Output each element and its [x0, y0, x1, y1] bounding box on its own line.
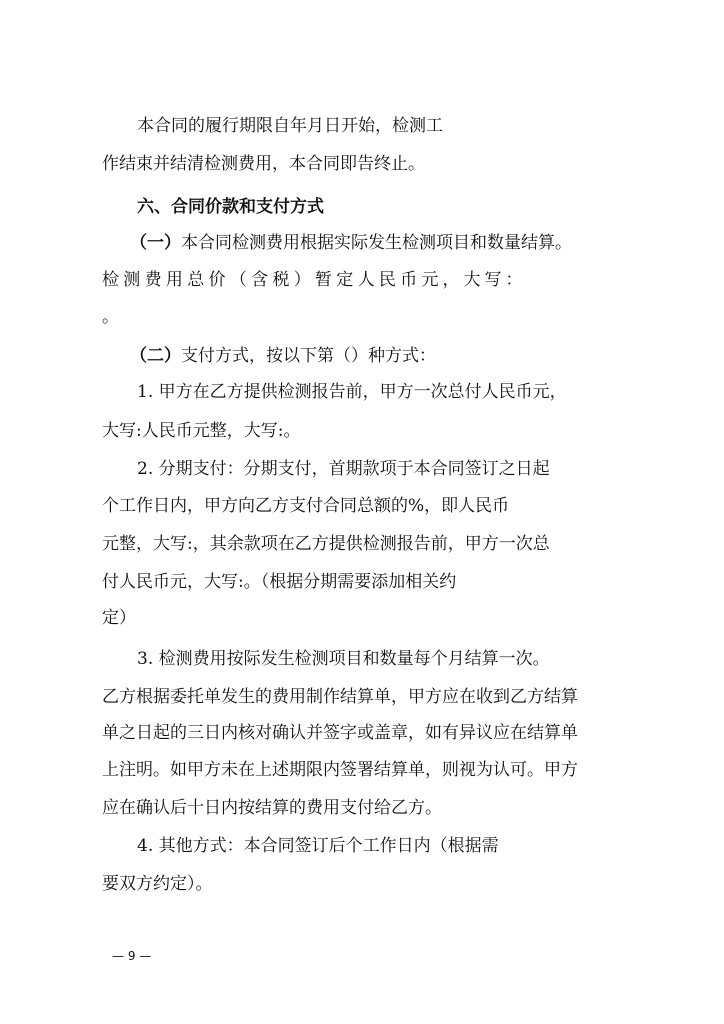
page-number: — 9 —: [112, 949, 152, 963]
option-4: [137, 834, 640, 858]
text: %，即人民币: [408, 496, 510, 516]
sub-clause-2: [130, 344, 640, 368]
sub-clause-1: [130, 231, 640, 255]
clause-term-end: [102, 152, 640, 176]
text: 。（根据分期需要添加相关约: [243, 572, 457, 592]
text: 元，: [532, 382, 567, 402]
text: 元整，大写:: [102, 534, 193, 554]
text: 付人民币: [102, 572, 170, 592]
text: 本合同检测费用根据实际发生检测项目和数量结算。: [181, 233, 572, 253]
total-price-line: [102, 268, 640, 292]
section-heading: [137, 195, 640, 219]
option-3-cont: [102, 721, 640, 745]
text: 期支付，首期款项于本合同签订之日起: [260, 459, 550, 479]
text: 检测费用总价（含税）暂定人民币: [102, 270, 422, 290]
text: 个月结算一次。: [430, 649, 550, 669]
option-1-cont: [102, 419, 640, 443]
text: 日开始，检测工: [324, 116, 443, 136]
option-2-cont: [102, 606, 640, 630]
text: 上注明。如甲方未在上述期限内签署结算单，则视为认可。甲方: [102, 760, 578, 780]
option-2: [137, 457, 640, 481]
text: 。: [283, 421, 301, 441]
text: 应在确认后十日内按结算的费用支付给乙方。: [102, 798, 442, 818]
text: 1. 甲方在乙方提供检测报告前，甲方一次总付人民币: [137, 382, 533, 402]
option-2-cont: [102, 570, 640, 594]
text: 3. 检测费用按际发生检测项目和数量每: [137, 649, 431, 669]
text: 。: [102, 307, 119, 327]
option-1: [137, 380, 640, 404]
text: ）种方式：: [351, 346, 436, 366]
option-3-cont: [102, 685, 640, 709]
period-line: [102, 305, 640, 329]
text: 元，大写:: [170, 572, 244, 592]
text: 作结束并结清检测费用，本合同即告终止。: [102, 154, 425, 174]
text: 年: [290, 116, 307, 136]
text: 乙方根据委托单发生的费用制作结算单，甲方应在收到乙方结算: [102, 687, 578, 707]
text: 个工作日内（根据需: [345, 836, 499, 856]
option-3: [137, 647, 640, 671]
text: 大写:人民币: [102, 421, 193, 441]
text: 4. 其他方式：本合同签订后: [137, 836, 346, 856]
text: 六、合同价款和支付方式: [137, 197, 324, 217]
option-2-cont: [102, 494, 640, 518]
text: 元整，大写:: [192, 421, 284, 441]
text: 元，大写：: [421, 270, 527, 290]
label: （一）: [130, 233, 181, 253]
option-2-cont: [102, 532, 640, 556]
text: 2. 分期支付：分: [137, 459, 261, 479]
clause-term-start: [137, 114, 640, 138]
text: 要双方约定）。: [102, 874, 213, 894]
text: 本合同的履行期限自: [137, 116, 290, 136]
text: 支付方式，按以下第（: [181, 346, 351, 366]
text: ，其余款项在乙方提供检测报告前，甲方一次总: [192, 534, 550, 554]
text: 定）: [102, 608, 136, 628]
option-3-cont: [102, 758, 640, 782]
text: 月: [307, 116, 324, 136]
text: 个工作日内，甲方向乙方支付合同总额的: [102, 496, 408, 516]
label: （二）: [130, 346, 181, 366]
option-4-cont: [102, 872, 640, 896]
text: 单之日起的三日内核对确认并签字或盖章，如有异议应在结算单: [102, 723, 578, 743]
option-3-cont: [102, 796, 640, 820]
